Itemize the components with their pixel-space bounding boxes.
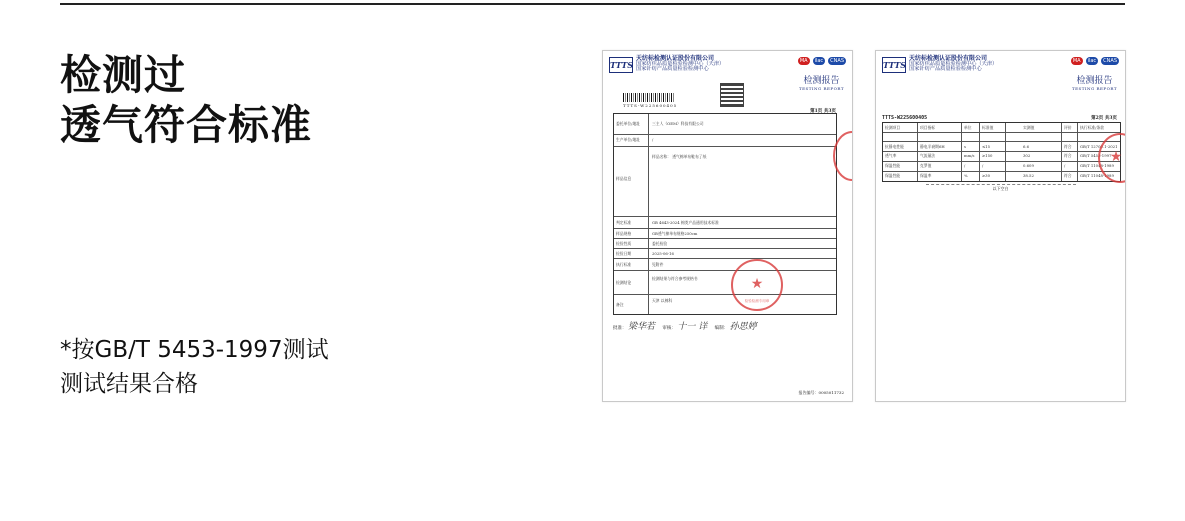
table-row-line <box>614 238 836 239</box>
barcode <box>623 93 675 102</box>
table-cell: 符合 <box>1064 173 1072 178</box>
table-cell: 0.609 <box>1023 163 1034 168</box>
table-cell: GB/T 11048-1989 <box>1080 173 1114 178</box>
org-line-3: 国家针纺产品质量检验检测中心 <box>909 66 982 73</box>
row-value: 委托检验 <box>652 241 668 246</box>
approve-label: 批准： <box>613 326 627 331</box>
tts-logo: TTTS <box>882 57 906 73</box>
row-value: 天津 以棉科 <box>652 298 673 303</box>
table-cell: 6.6 <box>1023 144 1030 149</box>
table-cell: ≤15 <box>982 144 991 149</box>
report-title-cn: 检测报告 <box>803 76 840 86</box>
table-cell: s <box>964 144 966 149</box>
row-label: 检验日期 <box>616 251 632 256</box>
org-info <box>909 56 997 73</box>
row-label: 检验性质 <box>616 241 632 246</box>
report-title-en: TESTING REPORT <box>798 86 844 91</box>
table-row-line <box>614 294 836 295</box>
table-divider <box>648 114 649 314</box>
report-title-en: TESTING REPORT <box>1071 86 1117 91</box>
cnas-badge: CNAS <box>830 58 844 64</box>
results-table <box>882 122 1121 182</box>
accreditation-badges <box>1071 57 1119 65</box>
row-value: GB透气棉单布规格250cm <box>652 231 698 236</box>
table-row-line <box>614 228 836 229</box>
table-cell: ≥30 <box>982 173 991 178</box>
table-header: 检测项目 <box>885 125 901 130</box>
ma-badge: MA <box>1072 58 1081 64</box>
row-label: 委托单位/地址 <box>616 121 641 126</box>
test-report-page-2 <box>875 50 1126 402</box>
table-row-line <box>883 161 1120 162</box>
stamp-text: 检验检测专用章 <box>744 299 770 303</box>
report-footer-number: 报告编号：0005011732 <box>798 390 844 395</box>
org-name: 天纺标检测认证股份有限公司 <box>909 55 988 62</box>
org-line-2: 国家纺织品质量检验检测中心（天津） <box>636 60 725 67</box>
row-label: 样品规格 <box>616 231 632 236</box>
table-cell: / <box>982 163 984 168</box>
table-cell: 38.52 <box>1023 173 1034 178</box>
table-row-line <box>883 132 1120 133</box>
org-line-3: 国家针纺产品质量检验检测中心 <box>636 66 709 73</box>
end-divider <box>926 184 1076 185</box>
row-value: 2025-06-16 <box>652 251 674 256</box>
accreditation-badges <box>798 57 846 65</box>
table-row-line <box>614 270 836 271</box>
table-cell: GB/T 12703.1-2021 <box>1080 144 1118 149</box>
table-row-line <box>614 146 836 147</box>
test-report-page-1 <box>602 50 853 402</box>
top-divider <box>60 3 1125 5</box>
cnas-badge: CNAS <box>1103 58 1117 64</box>
review-label: 审核： <box>662 326 676 331</box>
table-cell: 克罗值 <box>920 163 932 168</box>
table-row-line <box>614 258 836 259</box>
table-cell: mm/s <box>964 153 975 158</box>
compile-signature: 孙思婷 <box>729 322 757 332</box>
barcode-number: TTTS-W225600405 <box>623 103 678 108</box>
qr-code <box>721 84 743 106</box>
table-cell: 抗静电性能 <box>885 144 904 149</box>
end-marker: 以下空白 <box>992 186 1009 191</box>
row-label: 生产单位/地址 <box>616 137 641 142</box>
table-cell: % <box>964 173 968 178</box>
row-value: 检测结果与符合参考规格书 <box>652 276 698 281</box>
review-signature: 十一 详 <box>677 322 708 332</box>
note-line-2: 测试结果合格 <box>60 371 198 397</box>
ilac-badge: ilac <box>1087 58 1097 64</box>
table-cell: GB/T 11048-1989 <box>1080 163 1114 168</box>
org-name: 天纺标检测认证股份有限公司 <box>636 55 715 62</box>
table-cell: 透气率 <box>885 153 897 158</box>
table-cell: 保温性能 <box>885 173 901 178</box>
table-header: 执行标准/条款 <box>1080 125 1105 130</box>
row-label: 备注 <box>616 302 624 307</box>
table-cell: ≥150 <box>982 153 993 158</box>
row-value: GB 4643-2024 棉类产品通用技术标准 <box>652 220 719 225</box>
row-label: 检测结论 <box>616 280 632 285</box>
compile-label: 编制： <box>714 326 729 331</box>
headline-line-2: 透气符合标准 <box>60 101 312 149</box>
table-row-line <box>614 248 836 249</box>
tts-logo: TTTS <box>609 57 633 73</box>
ma-badge: MA <box>799 58 808 64</box>
org-line-2: 国家纺织品质量检验检测中心（天津） <box>909 60 998 67</box>
table-cell: 静电半衰期6H <box>920 144 945 149</box>
headline-line-1: 检测过 <box>60 51 186 99</box>
table-cell: / <box>964 163 966 168</box>
table-header: 项目指标 <box>920 125 936 130</box>
approve-signature: 梁华若 <box>627 322 655 332</box>
table-cell: 符合 <box>1064 153 1072 158</box>
table-row-line <box>614 216 836 217</box>
row-value: 三主人（OEM）科技有限公司 <box>652 121 704 126</box>
ilac-badge: ilac <box>814 58 824 64</box>
headline <box>60 50 312 150</box>
org-info <box>636 56 724 73</box>
row-value: / <box>652 137 654 142</box>
signature-row <box>613 319 845 332</box>
official-stamp <box>731 259 783 311</box>
report-title <box>1072 73 1117 91</box>
report-number: TTTS-W225600405 <box>882 115 928 121</box>
report-title-cn: 检测报告 <box>1076 76 1113 86</box>
table-header: 评价 <box>1064 125 1072 130</box>
table-cell: 保温率 <box>920 173 932 178</box>
table-cell: 302 <box>1023 153 1031 158</box>
page-number: 第1页 共3页 <box>810 109 836 114</box>
table-header: 实测值 <box>1023 125 1035 130</box>
row-label: 判定标准 <box>616 220 632 225</box>
table-cell: 保温性能 <box>885 163 901 168</box>
table-cell: 符合 <box>1064 144 1072 149</box>
table-row-line <box>883 141 1120 142</box>
table-cell: GB/T 5453-1997 <box>1080 153 1112 158</box>
table-row-line <box>883 171 1120 172</box>
row-label: 样品信息 <box>616 176 632 181</box>
table-header: 标准值 <box>982 125 994 130</box>
report-title <box>799 73 844 91</box>
table-cell: 气流量法 <box>920 153 936 158</box>
row-label: 执行标准 <box>616 262 632 267</box>
table-header: 单位 <box>964 125 972 130</box>
stamp-star-icon: ★ <box>750 276 764 293</box>
test-note <box>60 333 329 401</box>
stamp-star-icon: ★ <box>1109 149 1123 166</box>
row-value: 样品名称： 透气棉单布鞋布了纸 <box>652 154 707 159</box>
report-table <box>613 113 837 315</box>
row-value: 见附件 <box>652 262 664 267</box>
page-number: 第2页 共3页 <box>1091 116 1117 121</box>
note-line-1: *按GB/T 5453-1997测试 <box>60 337 329 363</box>
table-row-line <box>614 134 836 135</box>
table-row-line <box>883 151 1120 152</box>
table-cell: / <box>1064 163 1066 168</box>
